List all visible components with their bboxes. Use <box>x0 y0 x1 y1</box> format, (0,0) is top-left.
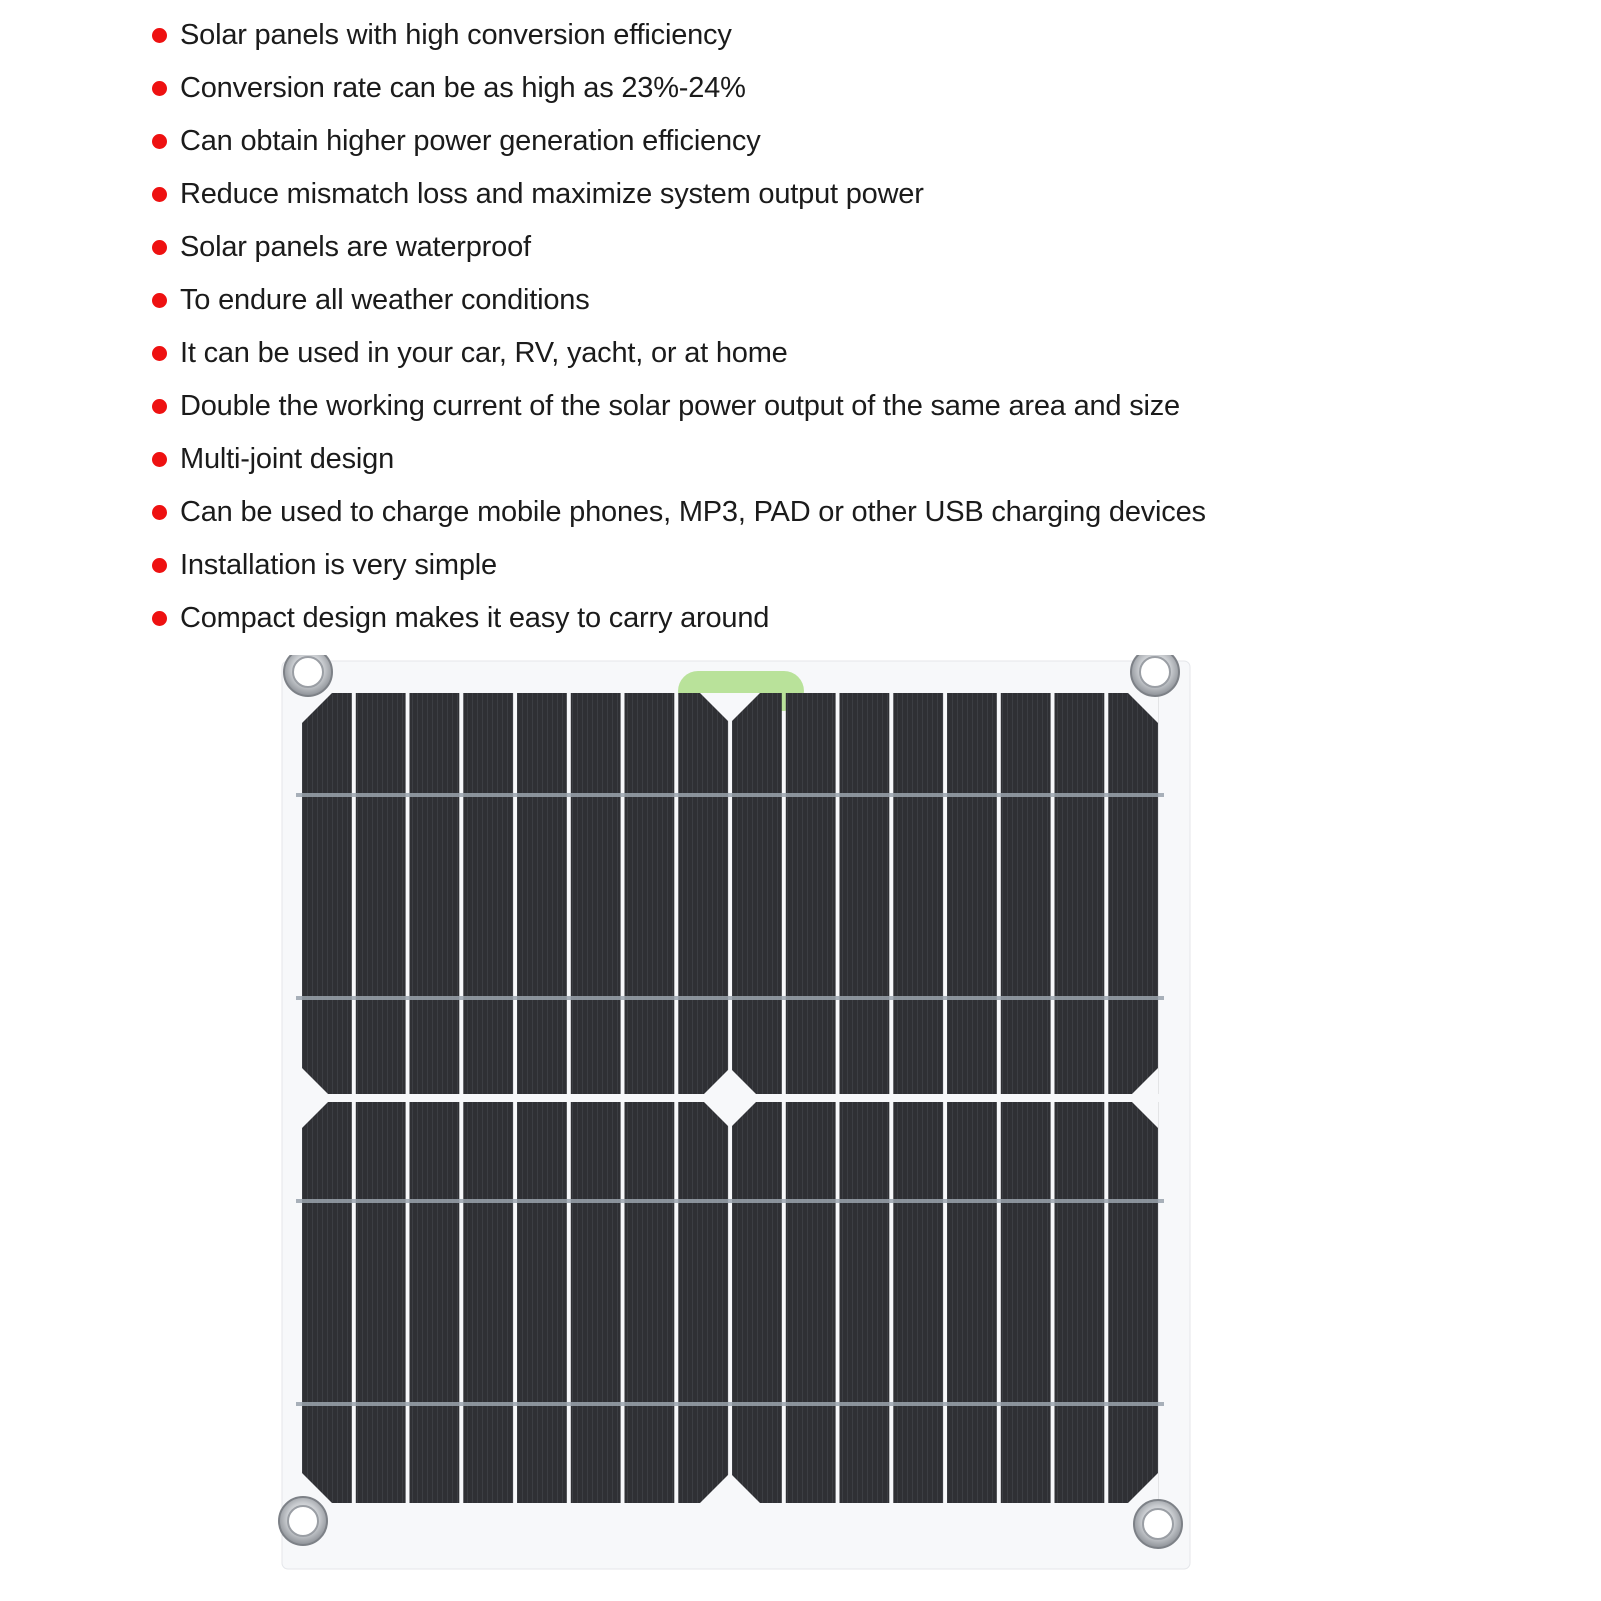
busbar-line <box>296 1199 1164 1203</box>
solar-cell-column <box>571 693 621 1094</box>
solar-cell-column <box>410 693 460 1094</box>
solar-cell-column <box>356 693 406 1094</box>
busbar-line <box>296 793 1164 797</box>
solar-panel-drawing <box>278 655 1198 1580</box>
feature-item <box>150 279 1206 332</box>
solar-cell-column <box>678 693 728 1094</box>
solar-cell-column <box>786 1102 836 1503</box>
solar-cell-column <box>302 1102 352 1503</box>
feature-text: To endure all weather conditions <box>180 284 590 316</box>
solar-cell-column <box>410 1102 460 1503</box>
feature-item <box>150 14 1206 67</box>
feature-text: Can be used to charge mobile phones, MP3, PAD or other USB charging devices <box>180 496 1206 528</box>
feature-item <box>150 173 1206 226</box>
feature-item <box>150 67 1206 120</box>
solar-cell-column <box>893 693 943 1094</box>
solar-cell-column <box>840 1102 890 1503</box>
solar-cell-column <box>356 1102 406 1503</box>
solar-cell-column <box>463 1102 513 1503</box>
feature-item <box>150 226 1206 279</box>
solar-cell-column <box>1001 1102 1051 1503</box>
red-bullet-icon <box>152 187 167 202</box>
solar-cell-column <box>840 693 890 1094</box>
feature-text: Reduce mismatch loss and maximize system output power <box>180 178 924 210</box>
red-bullet-icon <box>152 611 167 626</box>
solar-cell-column <box>1108 1102 1158 1503</box>
solar-cell-column <box>302 693 352 1094</box>
feature-text: Installation is very simple <box>180 549 497 581</box>
feature-text: It can be used in your car, RV, yacht, or at home <box>180 337 788 369</box>
feature-text: Solar panels are waterproof <box>180 231 531 263</box>
solar-cell-column <box>893 1102 943 1503</box>
solar-cell-column <box>1001 693 1051 1094</box>
solar-cell-column <box>947 693 997 1094</box>
feature-text: Can obtain higher power generation efficiency <box>180 125 761 157</box>
solar-cell-column <box>786 693 836 1094</box>
solar-cell-column <box>463 693 513 1094</box>
red-bullet-icon <box>152 81 167 96</box>
solar-cell-column <box>678 1102 728 1503</box>
solar-cell-column <box>517 693 567 1094</box>
red-bullet-icon <box>152 28 167 43</box>
feature-text: Solar panels with high conversion efficiency <box>180 19 732 51</box>
busbar-line <box>296 996 1164 1000</box>
grommet-icon <box>1134 1500 1182 1548</box>
solar-cell-column <box>1055 693 1105 1094</box>
solar-cell-column <box>517 1102 567 1503</box>
red-bullet-icon <box>152 346 167 361</box>
busbar-line <box>296 1402 1164 1406</box>
red-bullet-icon <box>152 558 167 573</box>
feature-item <box>150 544 1206 597</box>
feature-item <box>150 597 1206 650</box>
solar-cell-column <box>571 1102 621 1503</box>
solar-cell-column <box>625 693 675 1094</box>
red-bullet-icon <box>152 240 167 255</box>
feature-item <box>150 491 1206 544</box>
feature-item <box>150 332 1206 385</box>
feature-item <box>150 438 1206 491</box>
feature-list <box>150 14 1206 650</box>
feature-item <box>150 385 1206 438</box>
solar-cell-column <box>1055 1102 1105 1503</box>
solar-cell-column <box>1108 693 1158 1094</box>
red-bullet-icon <box>152 293 167 308</box>
red-bullet-icon <box>152 505 167 520</box>
grommet-icon <box>279 1497 327 1545</box>
feature-text: Compact design makes it easy to carry around <box>180 602 770 634</box>
feature-text: Conversion rate can be as high as 23%-24% <box>180 72 746 104</box>
feature-text: Multi-joint design <box>180 443 394 475</box>
solar-cell-column <box>947 1102 997 1503</box>
solar-panel-image <box>278 655 1198 1580</box>
grommet-icon <box>1131 655 1179 696</box>
feature-text: Double the working current of the solar power output of the same area and size <box>180 390 1180 422</box>
red-bullet-icon <box>152 134 167 149</box>
solar-cell-column <box>625 1102 675 1503</box>
feature-item <box>150 120 1206 173</box>
red-bullet-icon <box>152 399 167 414</box>
solar-cell-column <box>732 1102 782 1503</box>
solar-cell-column <box>732 693 782 1094</box>
red-bullet-icon <box>152 452 167 467</box>
grommet-icon <box>284 655 332 696</box>
